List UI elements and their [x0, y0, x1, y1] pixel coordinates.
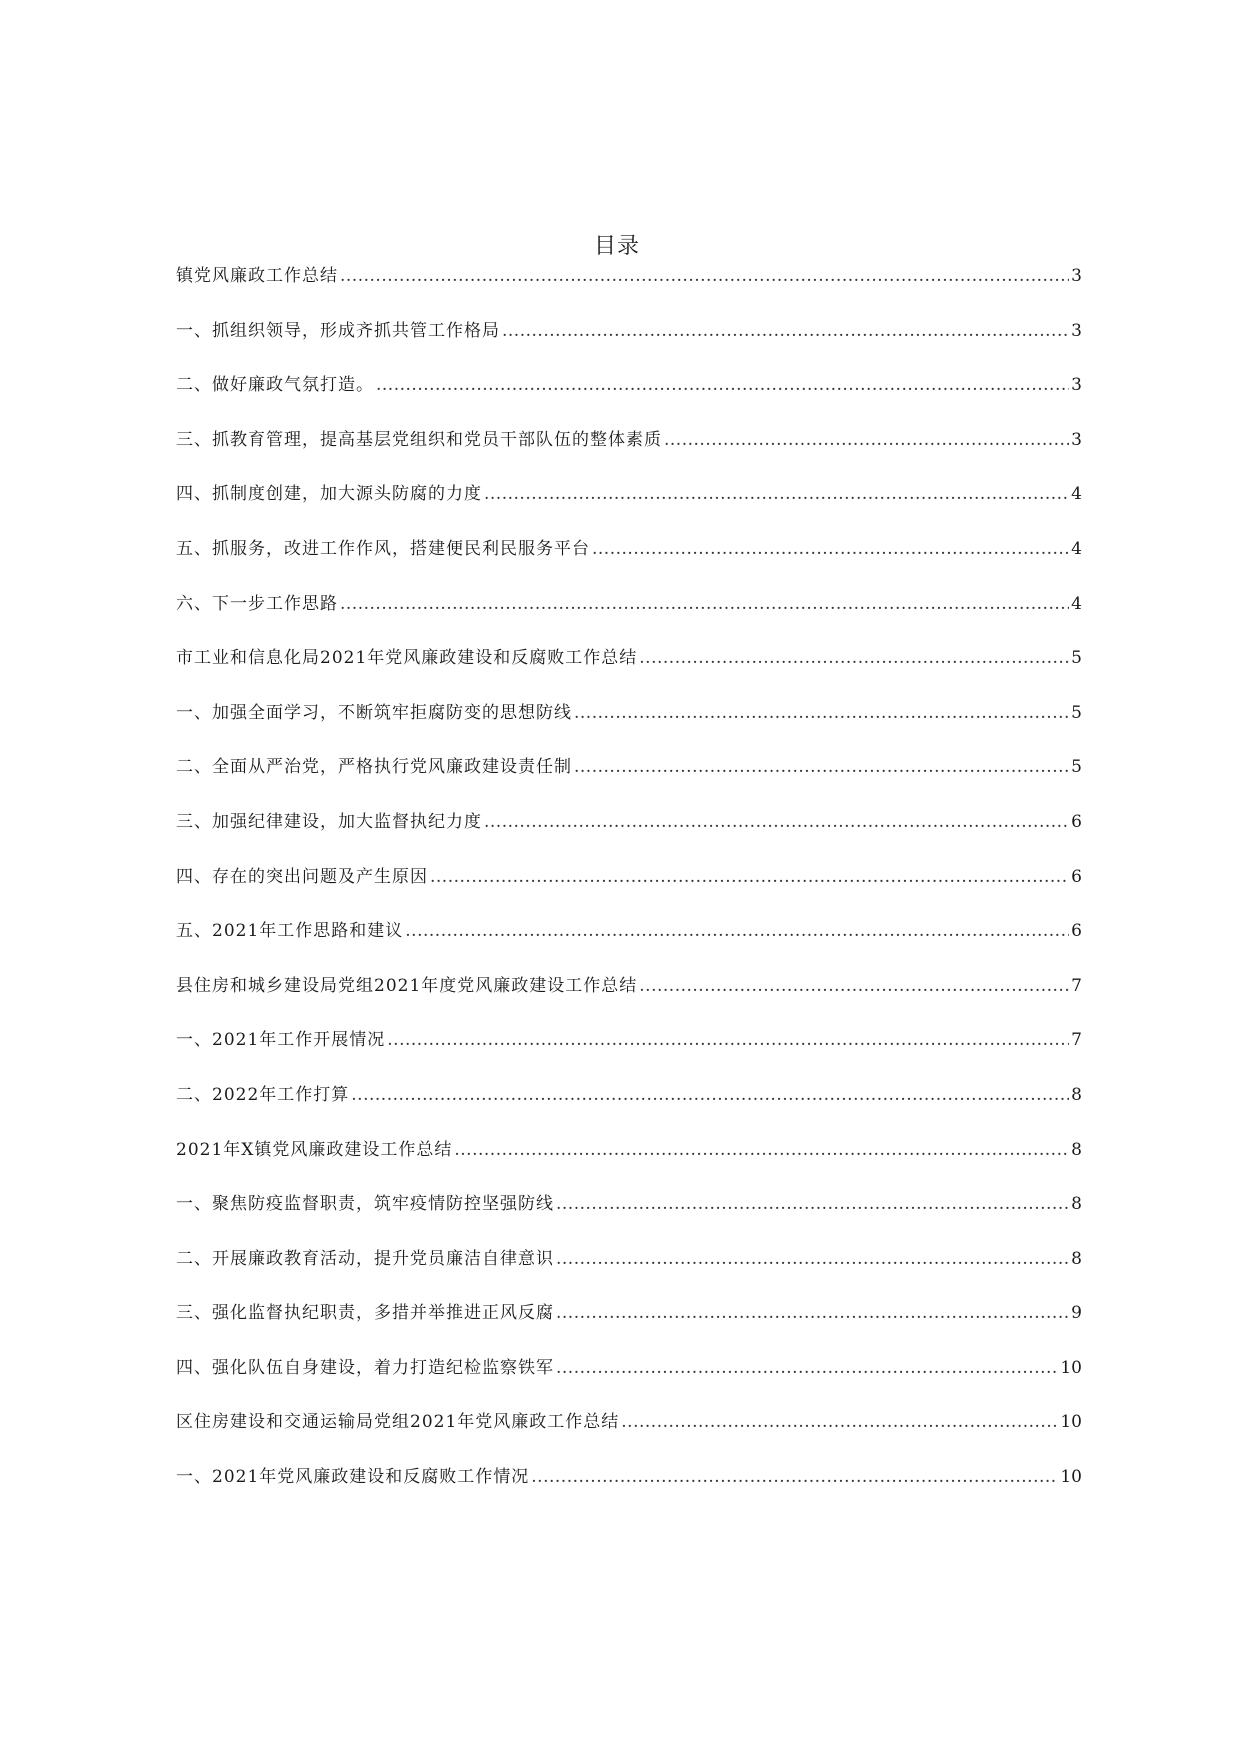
- toc-entry[interactable]: [176, 452, 1082, 507]
- toc-entry[interactable]: [176, 1162, 1082, 1217]
- toc-leader-dots: [376, 373, 1069, 397]
- toc-leader-dots: [664, 428, 1069, 452]
- toc-leader-dots: [556, 1356, 1058, 1380]
- table-of-contents: [176, 264, 1082, 1489]
- toc-entry-page: 4: [1071, 593, 1082, 614]
- toc-entry-page: 10: [1060, 1357, 1082, 1378]
- toc-entry-text: 二、2022年工作打算: [176, 1084, 350, 1105]
- toc-entry-text: 二、全面从严治党，严格执行党风廉政建设责任制: [176, 757, 572, 778]
- toc-leader-dots: [592, 537, 1069, 561]
- toc-leader-dots: [484, 482, 1069, 506]
- toc-entry[interactable]: [176, 561, 1082, 616]
- toc-entry-text: 市工业和信息化局2021年党风廉政建设和反腐败工作总结: [176, 648, 638, 669]
- toc-entry-page: 5: [1071, 757, 1082, 778]
- toc-entry-page: 8: [1071, 1084, 1082, 1105]
- toc-entry-page: 6: [1071, 921, 1082, 942]
- toc-entry[interactable]: [176, 1434, 1082, 1489]
- toc-entry-text: 二、做好廉政气氛打造。: [176, 375, 374, 396]
- toc-entry-page: 8: [1071, 1248, 1082, 1269]
- toc-leader-dots: [351, 1083, 1069, 1107]
- toc-entry-page: 3: [1071, 429, 1082, 450]
- toc-entry[interactable]: [176, 779, 1082, 834]
- toc-entry-text: 镇党风廉政工作总结: [176, 266, 338, 286]
- toc-leader-dots: [387, 1028, 1069, 1052]
- toc-entry[interactable]: [176, 1271, 1082, 1326]
- toc-entry-page: 4: [1071, 484, 1082, 505]
- toc-leader-dots: [531, 1465, 1058, 1489]
- toc-entry-text: 二、开展廉政教育活动，提升党员廉洁自律意识: [176, 1248, 554, 1269]
- toc-entry[interactable]: [176, 1380, 1082, 1435]
- toc-entry-text: 一、2021年党风廉政建设和反腐败工作情况: [176, 1467, 530, 1488]
- toc-entry[interactable]: [176, 397, 1082, 452]
- toc-leader-dots: [502, 319, 1069, 343]
- toc-leader-dots: [454, 1138, 1069, 1162]
- toc-entry-page: 5: [1071, 648, 1082, 669]
- toc-entry[interactable]: [176, 1216, 1082, 1271]
- toc-entry-text: 一、抓组织领导，形成齐抓共管工作格局: [176, 320, 500, 341]
- toc-leader-dots: [430, 865, 1069, 889]
- toc-leader-dots: [639, 974, 1069, 998]
- toc-entry[interactable]: [176, 506, 1082, 561]
- toc-entry[interactable]: [176, 998, 1082, 1053]
- toc-entry[interactable]: [176, 1052, 1082, 1107]
- toc-entry-text: 三、抓教育管理，提高基层党组织和党员干部队伍的整体素质: [176, 429, 662, 450]
- toc-entry-text: 六、下一步工作思路: [176, 593, 338, 614]
- toc-entry-page: 7: [1071, 975, 1082, 996]
- toc-entry[interactable]: [176, 288, 1082, 343]
- toc-entry-text: 三、加强纪律建设，加大监督执纪力度: [176, 811, 482, 832]
- toc-leader-dots: [556, 1247, 1069, 1271]
- toc-entry-text: 2021年X镇党风廉政建设工作总结: [176, 1139, 453, 1160]
- toc-entry-text: 四、抓制度创建，加大源头防腐的力度: [176, 484, 482, 505]
- toc-entry[interactable]: [176, 834, 1082, 889]
- toc-entry-text: 三、强化监督执纪职责，多措并举推进正风反腐: [176, 1303, 554, 1324]
- toc-entry[interactable]: [176, 1325, 1082, 1380]
- toc-entry[interactable]: [176, 670, 1082, 725]
- toc-entry-text: 一、聚焦防疫监督职责，筑牢疫情防控坚强防线: [176, 1194, 554, 1215]
- toc-entry-text: 县住房和城乡建设局党组2021年度党风廉政建设工作总结: [176, 975, 638, 996]
- toc-entry-page: 3: [1071, 266, 1082, 286]
- toc-entry-text: 四、存在的突出问题及产生原因: [176, 866, 428, 887]
- toc-entry-text: 四、强化队伍自身建设，着力打造纪检监察铁军: [176, 1357, 554, 1378]
- toc-entry-page: 6: [1071, 811, 1082, 832]
- toc-entry[interactable]: [176, 616, 1082, 671]
- toc-leader-dots: [574, 755, 1069, 779]
- toc-entry-page: 3: [1071, 375, 1082, 396]
- toc-leader-dots: [340, 592, 1069, 616]
- toc-entry-text: 一、加强全面学习，不断筑牢拒腐防变的思想防线: [176, 702, 572, 723]
- toc-entry[interactable]: [176, 1107, 1082, 1162]
- toc-entry[interactable]: [176, 264, 1082, 288]
- toc-entry-page: 8: [1071, 1139, 1082, 1160]
- toc-leader-dots: [556, 1301, 1069, 1325]
- toc-entry-text: 一、2021年工作开展情况: [176, 1030, 386, 1051]
- toc-leader-dots: [484, 810, 1069, 834]
- toc-entry-page: 5: [1071, 702, 1082, 723]
- toc-entry[interactable]: [176, 725, 1082, 780]
- toc-entry-page: 6: [1071, 866, 1082, 887]
- toc-leader-dots: [556, 1192, 1069, 1216]
- toc-entry-page: 7: [1071, 1030, 1082, 1051]
- toc-title: 目录: [593, 234, 640, 259]
- toc-leader-dots: [340, 264, 1069, 288]
- toc-entry-text: 五、抓服务，改进工作作风，搭建便民利民服务平台: [176, 538, 590, 559]
- toc-leader-dots: [405, 919, 1069, 943]
- toc-leader-dots: [639, 646, 1069, 670]
- toc-entry-page: 4: [1071, 538, 1082, 559]
- toc-leader-dots: [621, 1410, 1058, 1434]
- toc-leader-dots: [574, 701, 1069, 725]
- toc-entry[interactable]: [176, 889, 1082, 944]
- toc-entry-text: 五、2021年工作思路和建议: [176, 921, 404, 942]
- toc-entry[interactable]: [176, 943, 1082, 998]
- toc-entry[interactable]: [176, 343, 1082, 398]
- toc-entry-page: 8: [1071, 1194, 1082, 1215]
- toc-entry-page: 3: [1071, 320, 1082, 341]
- toc-entry-page: 10: [1060, 1412, 1082, 1433]
- toc-entry-page: 9: [1071, 1303, 1082, 1324]
- toc-entry-text: 区住房建设和交通运输局党组2021年党风廉政工作总结: [176, 1412, 620, 1433]
- toc-entry-page: 10: [1060, 1467, 1082, 1488]
